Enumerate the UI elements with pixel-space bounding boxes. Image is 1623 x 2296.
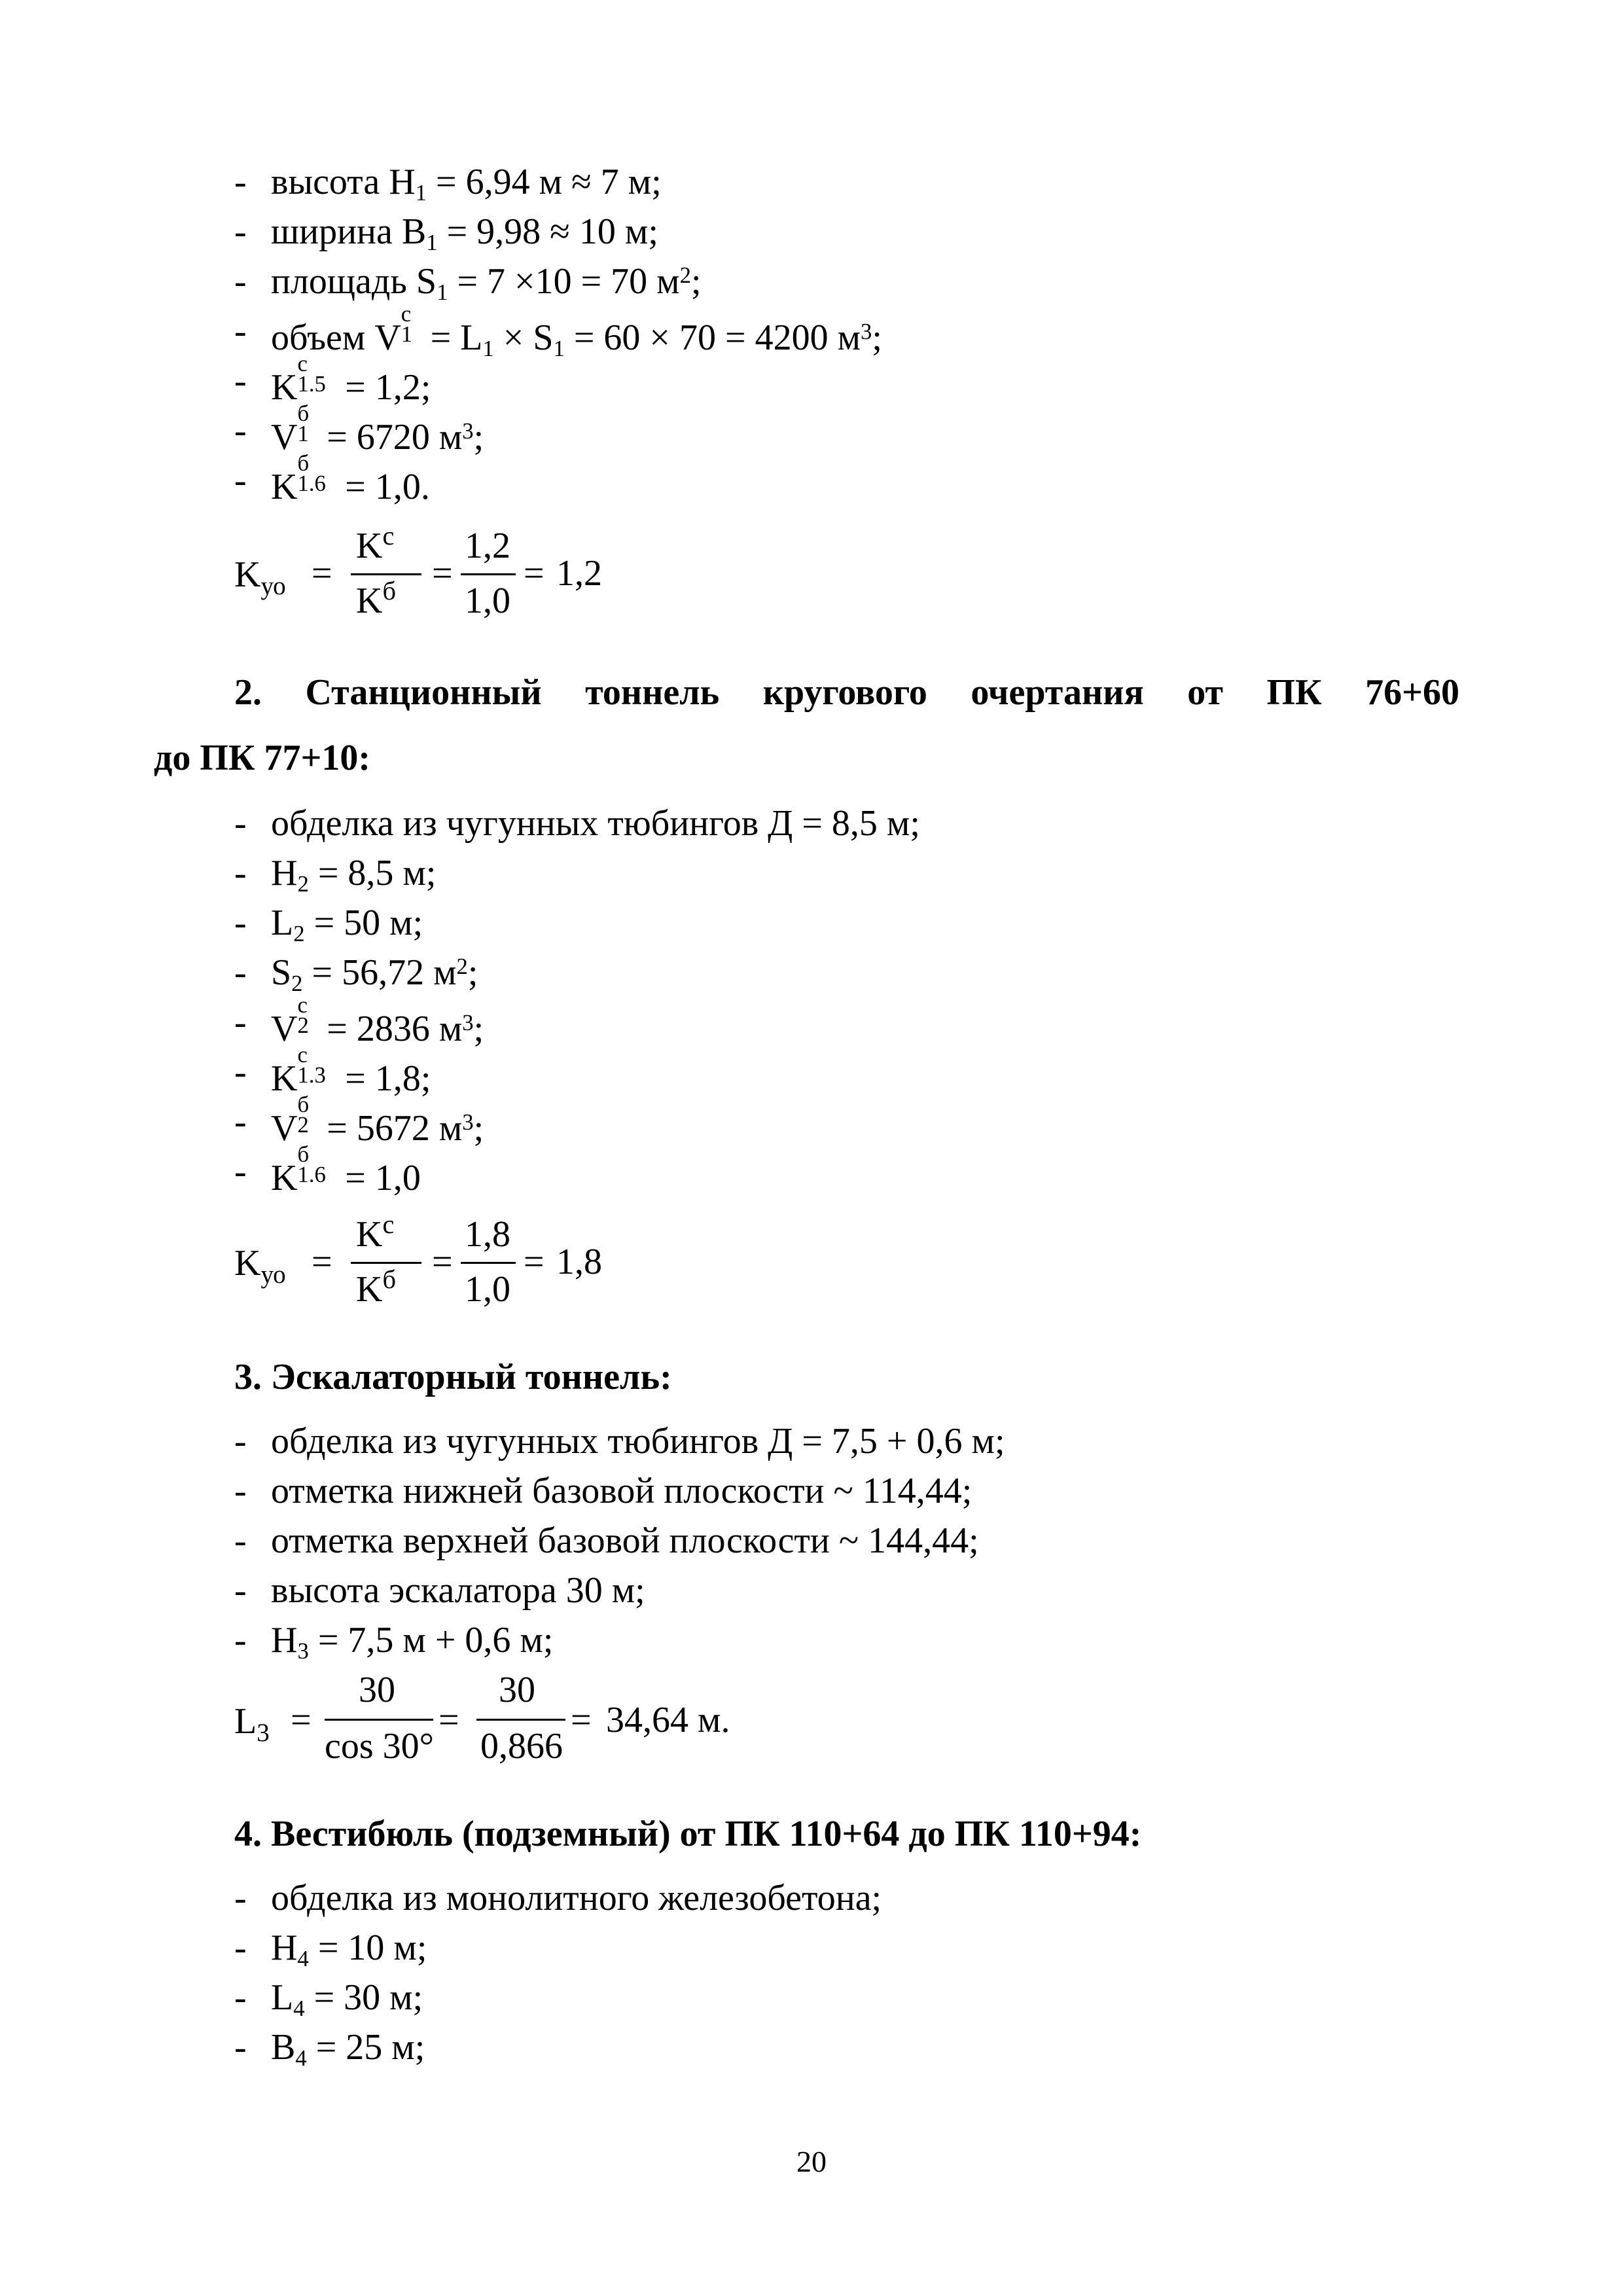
item-text: ; xyxy=(690,261,702,302)
super-sub-script: б 1 xyxy=(297,401,310,446)
fraction-numerator: $K^с$ xyxy=(356,520,395,566)
bullet-dash: - xyxy=(234,803,247,844)
super-sub-script: с 1 xyxy=(401,301,413,347)
subscript: 1 xyxy=(415,180,427,206)
superscript: 3 xyxy=(462,418,474,444)
item-text: = 6720 м xyxy=(317,417,463,457)
item-text: ; xyxy=(473,1009,484,1049)
item-text: K xyxy=(271,1058,298,1099)
bullet-dash: - xyxy=(234,1151,247,1192)
bullet-dash: - xyxy=(234,853,247,893)
superscript: 3 xyxy=(462,1109,474,1136)
fraction-bar xyxy=(461,1262,516,1264)
item-text: ; xyxy=(473,417,484,457)
item-text: = 5672 м xyxy=(317,1108,463,1149)
fraction-denominator: $K^б$ xyxy=(356,1264,396,1310)
formula-lhs: $K_{уо}$ xyxy=(234,554,286,600)
formula-result: 1,8 xyxy=(556,1242,602,1282)
fraction-bar xyxy=(351,573,421,575)
fraction-denominator: $K^б$ xyxy=(356,575,396,621)
section-heading: 2. Станционный тоннель кругового очертания от ПК 76+60 xyxy=(234,672,1459,713)
bullet-dash: - xyxy=(234,903,247,943)
item-text: = 25 м; xyxy=(306,2027,425,2068)
item-text: обделка из чугунных тюбингов Д = 8,5 м; xyxy=(271,803,920,844)
bullet-dash: - xyxy=(234,460,247,501)
bullet-dash: - xyxy=(234,361,247,401)
equals-sign: = xyxy=(524,1242,544,1282)
item-text: отметка нижней базовой плоскости ~ 114,44; xyxy=(271,1471,972,1511)
section-heading-continued: до ПК 77+10: xyxy=(154,738,371,778)
bullet-dash: - xyxy=(234,162,247,202)
subscript: 2 xyxy=(293,921,305,947)
item-text: = 2836 м xyxy=(317,1009,463,1049)
equals-sign: = xyxy=(432,553,453,594)
subscript: 4 xyxy=(293,1996,305,2022)
item-text: = 30 м; xyxy=(304,1977,423,2018)
item-text: B xyxy=(271,2027,296,2068)
subscript: 1 xyxy=(553,336,565,362)
fraction-numerator: 1,2 xyxy=(465,526,510,566)
item-text: отметка верхней базовой плоскости ~ 144,44; xyxy=(271,1520,979,1561)
bullet-dash: - xyxy=(234,2027,247,2068)
bullet-dash: - xyxy=(234,1052,247,1092)
item-text: = 8,5 м; xyxy=(308,853,437,893)
fraction-numerator: 30 xyxy=(499,1670,535,1710)
fraction-numerator: 1,8 xyxy=(465,1214,510,1255)
equals-sign: = xyxy=(524,553,544,594)
subscript: 1 xyxy=(482,336,494,362)
item-text: = 1,8; xyxy=(336,1058,431,1099)
bullet-dash: - xyxy=(234,1977,247,2018)
equals-sign: = xyxy=(312,553,332,594)
item-text: K xyxy=(271,367,298,408)
super-sub-script: б 1.6 xyxy=(297,450,326,496)
fraction-numerator: $K^с$ xyxy=(356,1209,395,1255)
item-text: ; xyxy=(872,317,882,358)
item-text: L xyxy=(271,1977,294,2018)
bullet-dash: - xyxy=(234,1421,247,1462)
item-text: ; xyxy=(473,1108,484,1149)
item-text: = 6,94 м ≈ 7 м; xyxy=(427,162,662,202)
fraction-bar xyxy=(351,1262,421,1264)
item-text: = 60 × 70 = 4200 м xyxy=(564,317,861,358)
fraction-denominator: 0,866 xyxy=(480,1726,563,1767)
fraction-denominator: 1,0 xyxy=(465,1269,510,1310)
item-text: ширина B xyxy=(271,211,427,252)
bullet-dash: - xyxy=(234,952,247,993)
bullet-dash: - xyxy=(234,261,247,302)
item-text: = 1,2; xyxy=(336,367,431,408)
item-text: V xyxy=(271,1009,298,1049)
item-text: = 1,0 xyxy=(336,1158,421,1198)
item-text: ; xyxy=(467,952,478,993)
item-text: = 9,98 ≈ 10 м; xyxy=(437,211,658,252)
super-sub-script: с 2 xyxy=(297,992,309,1038)
bullet-dash: - xyxy=(234,1471,247,1511)
item-text: × S xyxy=(493,317,554,358)
superscript: 2 xyxy=(679,262,691,289)
superscript: 3 xyxy=(462,1010,474,1036)
super-sub-script: б 2 xyxy=(297,1092,310,1138)
bullet-dash: - xyxy=(234,1570,247,1611)
formula-lhs: $L_3$ xyxy=(234,1701,270,1747)
section-heading: 4. Вестибюль (подземный) от ПК 110+64 до ПК 110+94: xyxy=(234,1814,1142,1854)
item-text: = 56,72 м xyxy=(302,952,457,993)
fraction-bar xyxy=(325,1719,433,1721)
item-text: = 7,5 м + 0,6 м; xyxy=(308,1620,554,1660)
super-sub-script: с 1.3 xyxy=(297,1042,326,1088)
item-text: = 1,0. xyxy=(336,467,430,507)
bullet-dash: - xyxy=(234,410,247,451)
fraction-bar xyxy=(461,573,516,575)
equals-sign: = xyxy=(291,1700,312,1740)
equals-sign: = xyxy=(571,1700,592,1740)
section-heading: 3. Эскалаторный тоннель: xyxy=(234,1357,672,1397)
formula-result: 1,2 xyxy=(556,553,602,594)
item-text: высота H xyxy=(271,162,416,202)
equals-sign: = xyxy=(432,1242,453,1282)
subscript: 1 xyxy=(437,279,448,306)
item-text: = 50 м; xyxy=(304,903,423,943)
item-text: H xyxy=(271,853,298,893)
super-sub-script: б 1.6 xyxy=(297,1141,326,1187)
bullet-dash: - xyxy=(234,1878,247,1918)
item-text: H xyxy=(271,1620,298,1660)
bullet-dash: - xyxy=(234,1928,247,1968)
super-sub-script: с 1.5 xyxy=(297,351,326,397)
bullet-dash: - xyxy=(234,1620,247,1660)
bullet-dash: - xyxy=(234,1002,247,1043)
item-text: = L xyxy=(421,317,483,358)
subscript: 3 xyxy=(297,1638,309,1664)
fraction-numerator: 30 xyxy=(359,1670,395,1710)
subscript: 4 xyxy=(297,1946,309,1972)
fraction-denominator: 1,0 xyxy=(465,581,510,621)
item-text: V xyxy=(271,1108,298,1149)
fraction-denominator: cos 30° xyxy=(325,1726,435,1767)
page-number: 20 xyxy=(796,2145,827,2178)
item-text: K xyxy=(271,467,298,507)
equals-sign: = xyxy=(312,1242,332,1282)
subscript: 1 xyxy=(426,230,438,256)
superscript: 2 xyxy=(456,954,468,980)
item-text: K xyxy=(271,1158,298,1198)
item-text: V xyxy=(271,417,298,457)
bullet-dash: - xyxy=(234,311,247,351)
item-text: высота эскалатора 30 м; xyxy=(271,1570,645,1611)
item-text: объем V xyxy=(271,317,401,358)
item-text: площадь S xyxy=(271,261,437,302)
item-text: S xyxy=(271,952,292,993)
bullet-dash: - xyxy=(234,1102,247,1142)
item-text: обделка из чугунных тюбингов Д = 7,5 + 0,6 м; xyxy=(271,1421,1005,1462)
fraction-bar xyxy=(476,1719,565,1721)
subscript: 2 xyxy=(291,971,303,997)
subscript: 4 xyxy=(295,2045,307,2072)
formula-result: 34,64 м. xyxy=(606,1700,730,1740)
item-text: = 10 м; xyxy=(308,1928,427,1968)
item-text: обделка из монолитного железобетона; xyxy=(271,1878,882,1918)
subscript: 2 xyxy=(297,871,309,897)
formula-lhs: $K_{уо}$ xyxy=(234,1243,286,1289)
item-text: L xyxy=(271,903,294,943)
bullet-dash: - xyxy=(234,211,247,252)
bullet-dash: - xyxy=(234,1520,247,1561)
equals-sign: = xyxy=(438,1700,459,1740)
item-text: H xyxy=(271,1928,298,1968)
superscript: 3 xyxy=(861,319,872,345)
item-text: = 7 ×10 = 70 м xyxy=(448,261,680,302)
